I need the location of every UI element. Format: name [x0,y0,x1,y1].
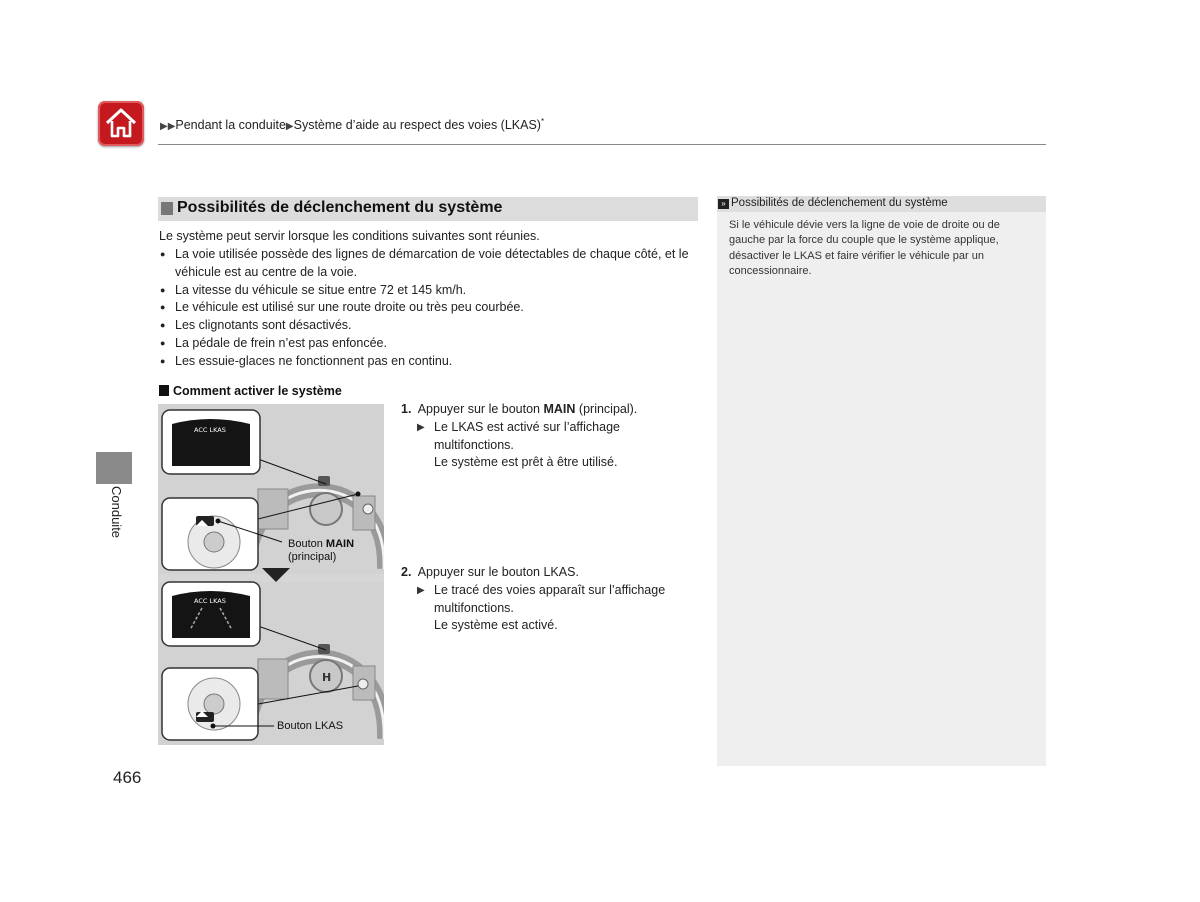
chapter-tab[interactable] [96,452,132,484]
step-1 [401,401,701,472]
step-2 [401,564,701,635]
step-number: 2. [401,565,412,579]
chapter-label [104,486,128,556]
sidebar-note [717,196,1046,766]
steering-logo: H [322,671,332,684]
list-item: ● La voie utilisée possède des lignes de démarcation de voie détectables de chaque côté, et le véhicule est au centre de la voie. [159,246,699,282]
callout-lkas-button: Bouton LKAS [277,720,344,732]
step-result: multifonctions. [434,437,514,452]
step-text: Appuyer sur le bouton LKAS. [417,565,579,579]
sidebar-text: Si le véhicule dévie vers la ligne de voie de droite ou de gauche par la force du couple que le système applique, désactiver le LKAS et faire vérifier le véhicule par un concessionnaire. [729,219,1000,277]
lkas-activation-illustration [158,404,384,745]
step-result: Le système est prêt à être utilisé. [434,455,618,470]
breadcrumb-link-lkas[interactable]: Système d’aide au respect des voies (LKAS) [293,118,541,133]
list-item: ● La pédale de frein n’est pas enfoncée. [159,335,699,353]
breadcrumb-arrow-icon: ▶▶ [160,121,176,133]
subsection-heading [159,384,342,398]
breadcrumb [160,117,544,132]
home-icon [103,105,139,141]
note-marker-icon: » [718,199,729,209]
step-result: Le système est activé. [434,618,558,633]
callout-main-bold: MAIN [325,538,355,550]
page-number: 466 [113,768,142,787]
sidebar-heading [717,196,1046,212]
section-marker-icon [161,202,173,215]
section-intro: Le système peut servir lorsque les conditions suivantes sont réunies. [159,229,540,243]
step-text-bold: MAIN [543,402,576,416]
subsection-title: Comment activer le système [173,384,342,398]
home-button[interactable] [98,101,144,146]
header-divider [158,144,1046,145]
callout-main-suffix: (principal) [288,551,337,563]
step-result: Le LKAS est activé sur l’affichage [434,419,620,434]
section-title: Possibilités de déclenchement du système [177,199,503,216]
display-label: ACC LKAS [194,597,226,605]
callout-main-prefix: Bouton [288,538,326,550]
list-item: ● La vitesse du véhicule se situe entre 72 et 145 km/h. [159,282,699,300]
step-text: (principal). [575,402,638,416]
list-item: ● Les essuie-glaces ne fonctionnent pas en continu. [159,353,699,371]
conditions-list [159,246,699,371]
step-text: Appuyer sur le bouton [417,402,544,416]
sidebar-heading-text: Possibilités de déclenchement du système [731,197,948,209]
chapter-label-text: Conduite [109,486,124,539]
list-item: ● Les clignotants sont désactivés. [159,317,699,335]
step-number: 1. [401,402,412,416]
callout-main-button [288,538,354,564]
breadcrumb-arrow-icon: ▶ [285,121,294,133]
list-item: ● Le véhicule est utilisé sur une route droite ou très peu courbée. [159,299,699,317]
footnote-asterisk: * [540,117,545,126]
result-arrow-icon: ▶ [417,584,425,596]
subsection-marker-icon [159,385,169,396]
steering-wheel-illustration [158,404,384,745]
result-arrow-icon: ▶ [417,421,425,433]
step-result: multifonctions. [434,600,514,615]
breadcrumb-link-driving[interactable]: Pendant la conduite [175,118,286,133]
section-heading [158,197,698,221]
display-label: ACC LKAS [194,426,226,434]
step-result: Le tracé des voies apparaît sur l’affichage [434,582,666,597]
